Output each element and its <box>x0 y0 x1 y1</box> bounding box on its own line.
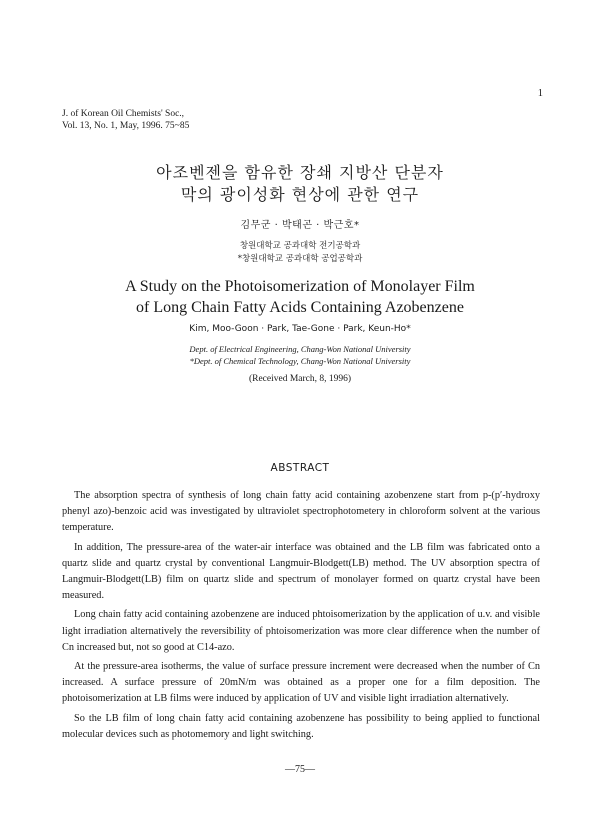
abstract-heading: ABSTRACT <box>270 462 330 474</box>
journal-name: J. of Korean Oil Chemists' Soc., <box>62 109 185 119</box>
abstract-paragraph: At the pressure-area isotherms, the value of surface pressure increment were decreased when the number of Cn increased. A surface pressure of 20mN/m was obtained as a proper one for a film deposition. The photoisomerization at LB films were induced by application of UV and visible light irradiation alternatively. <box>62 661 540 705</box>
abstract-paragraph: So the LB film of long chain fatty acid containing azobenzene has possibility to being applied to functional molecular devices such as photomemory and light switching. <box>62 712 540 740</box>
english-authors: Kim, Moo-Goon · Park, Tae-Gone · Park, Keun-Ho* <box>189 324 411 334</box>
english-title <box>0 276 600 318</box>
received-date: (Received March, 8, 1996) <box>248 374 352 384</box>
journal-volume: Vol. 13, No. 1, May, 1996. 75~85 <box>62 121 190 131</box>
footer-page-number: —75— <box>285 764 315 775</box>
korean-affiliation-1: 창원대학교 공과대학 전기공학과 <box>239 241 361 251</box>
english-affiliation-1: Dept. of Electrical Engineering, Chang-Won National University <box>189 344 411 354</box>
english-affiliation-2: *Dept. of Chemical Technology, Chang-Won National University <box>189 356 411 366</box>
page-number: 1 <box>537 88 543 99</box>
korean-affiliations <box>0 240 600 266</box>
korean-affiliation-2: *창원대학교 공과대학 공업공학과 <box>237 254 363 264</box>
english-title-line-1: A Study on the Photoisomerization of Monolayer Film <box>125 278 475 295</box>
korean-title <box>0 162 600 206</box>
journal-reference <box>62 108 189 132</box>
korean-title-line-1: 아조벤젠을 함유한 장쇄 지방산 단분자 <box>156 163 444 182</box>
english-affiliations <box>0 343 600 367</box>
korean-title-line-2: 막의 광이성화 현상에 관한 연구 <box>180 185 420 204</box>
korean-authors: 김무군 · 박태곤 · 박근호* <box>240 220 360 231</box>
abstract-paragraph: In addition, The pressure-area of the water-air interface was obtained and the LB film was fabricated onto a quartz slide and quartz crystal by conventional Langmuir-Blodgett(LB) method. The UV absorption spectra of Langmuir-Blodgett(LB) film on quartz slide and spectrum of monolayer formed on quartz crystal have been measured. <box>62 541 540 602</box>
abstract-paragraph: The absorption spectra of synthesis of long chain fatty acid containing azobenzene start from p-(p′-hydroxy phenyl azo)-benzoic acid was investigated by ultraviolet spectrophotometery in chloroform solvent at the various temperature. <box>62 490 540 534</box>
abstract-paragraph: Long chain fatty acid containing azobenzene are induced phtoisomerization by the application of u.v. and visible light irradiation alternatively the reversibility of phtoisomerization was more clear difference when the number of Cn increased but, not so good at C14-azo. <box>62 609 540 653</box>
abstract-body <box>62 488 540 746</box>
english-title-line-2: of Long Chain Fatty Acids Containing Azobenzene <box>136 299 464 316</box>
